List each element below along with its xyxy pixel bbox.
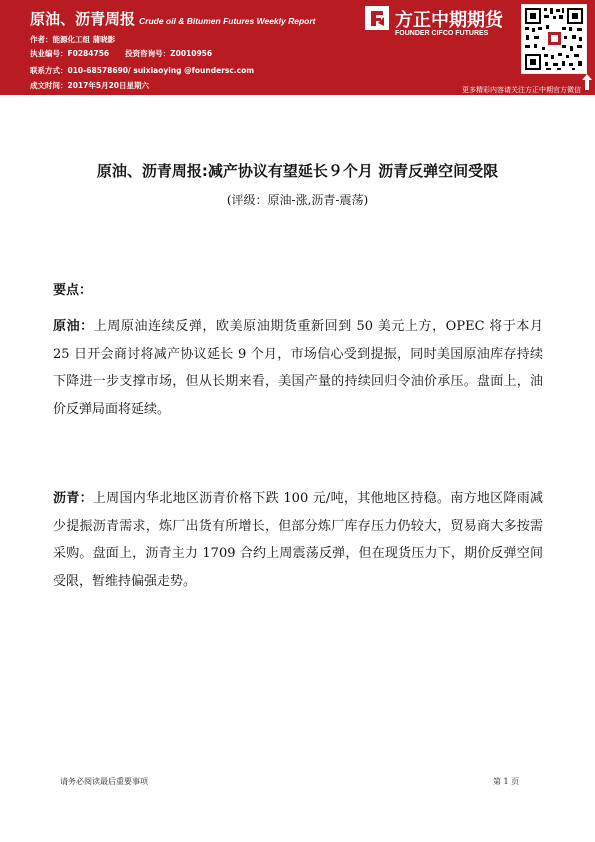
contact-value[interactable]: 010-68578690/ suixiaoying @foundersc.com: [67, 66, 255, 75]
crude-oil-label: 原油：: [53, 319, 94, 334]
license-value: F0284756: [67, 49, 110, 58]
arrow-up-icon[interactable]: [582, 74, 592, 90]
bitumen-label: 沥青：: [53, 491, 93, 506]
license-label: 执业编号：: [30, 49, 68, 58]
advisor-value: Z0010956: [170, 49, 213, 58]
keypoints-heading: 要点：: [53, 283, 93, 298]
footer-notice: 请务必阅读最后重要事项: [60, 777, 148, 786]
license-line: [30, 48, 212, 59]
rating-line: (评级：原油-涨,沥青-震荡): [226, 193, 369, 207]
bitumen-text: 上周国内华北地区沥青价格下跌 100 元/吨，其他地区持稳。南方地区降雨减少提振沥青需求，炼厂出货有所增长，但部分炼厂库存压力仍较大，贸易商大多按需采购。盘面上，沥青主力 1709 合约上周震荡反弹，但在现货压力下，期价反弹空间受限，暂维持偏强走势。: [53, 491, 543, 589]
logo-en-text: FOUNDER CIFCO FUTURES: [395, 30, 489, 37]
date-line: [30, 80, 149, 91]
contact-line: [30, 65, 254, 76]
page-number: 第 1 页: [493, 777, 520, 786]
contact-label: 联系方式：: [30, 66, 68, 75]
report-header: [0, 0, 595, 95]
advisor-label: 投资咨询号：: [125, 49, 171, 58]
report-title: [30, 8, 316, 29]
author-value: 能源化工组 蒲晓影: [52, 35, 116, 44]
crude-oil-text: 上周原油连续反弹，欧美原油期货重新回到 50 美元上方，OPEC 将于本月 25 日开会商讨将减产协议延长 9 个月，市场信心受到提振，同时美国原油库存持续下降进一步支撑市场，但从长期来看，美国产量的持续回归令油价承压。盘面上，油价反弹局面将延续。: [53, 319, 543, 417]
company-logo: [365, 6, 520, 44]
author-line: [30, 34, 115, 45]
crude-oil-paragraph: [53, 313, 543, 423]
qr-code-icon: [521, 4, 587, 74]
date-value: 2017年5月20日星期六: [67, 81, 150, 90]
report-title-en: Crude oil & Bitumen Futures Weekly Report: [139, 16, 316, 26]
logo-cn-text: 方正中期期货: [395, 10, 503, 31]
follow-wechat-text: 更多精彩内容请关注方正中期官方微信: [462, 86, 581, 94]
author-label: 作者：: [30, 35, 53, 44]
report-title-cn: 原油、沥青周报: [30, 10, 136, 28]
date-label: 成文时间：: [30, 81, 68, 90]
bitumen-paragraph: [53, 485, 543, 595]
document-title: 原油、沥青周报:减产协议有望延长９个月 沥青反弹空间受限: [96, 162, 499, 180]
founder-logo-icon: [365, 6, 389, 30]
